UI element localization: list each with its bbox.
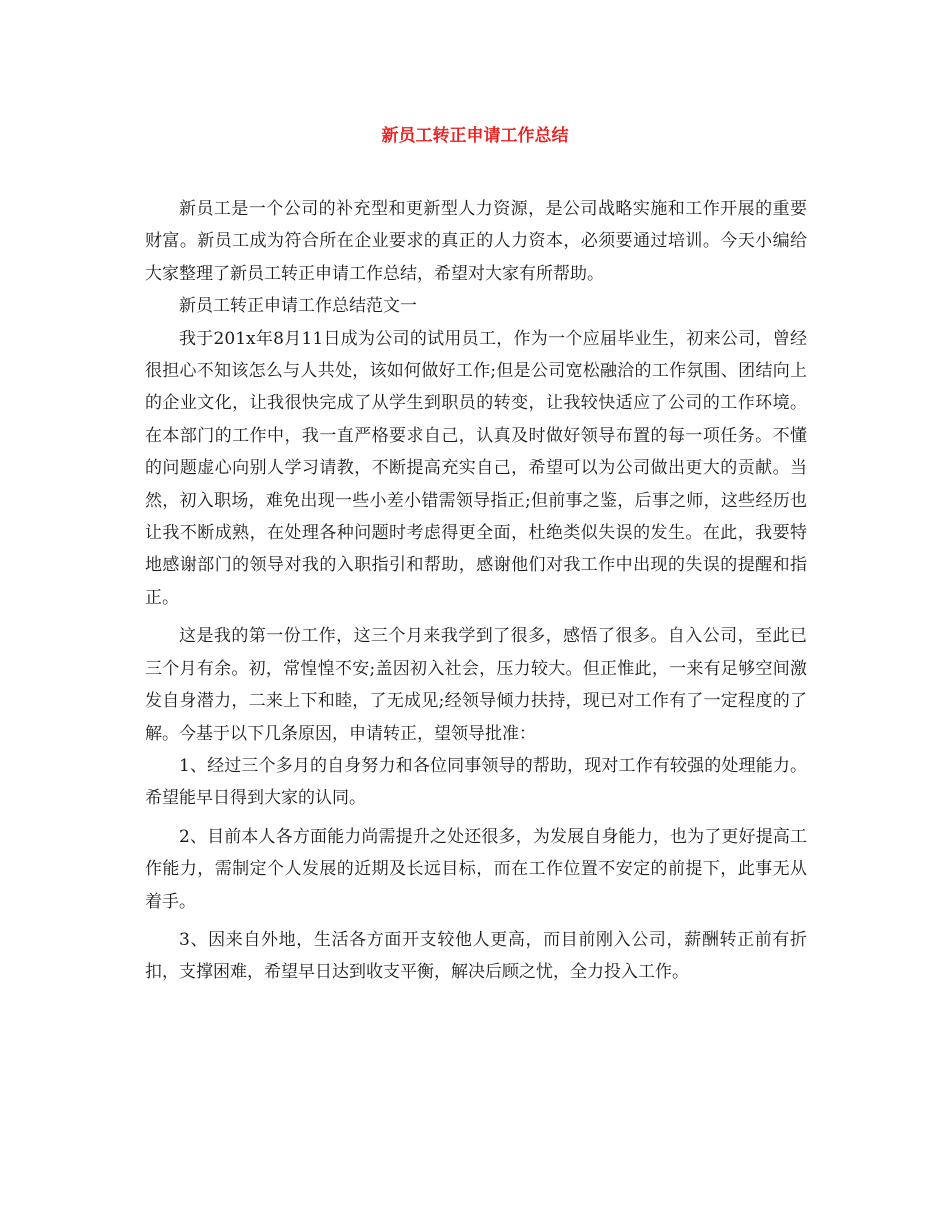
section-heading: 新员工转正申请工作总结范文一 — [179, 296, 417, 317]
body-paragraph: 我于201x年8月11日成为公司的试用员工，作为一个应届毕业生，初来公司，曾经很担心不知该怎么与人共处，该如何做好工作;但是公司宽松融洽的工作氛围、团结向上的企业文化，让我很快完成了从学生到职员的转变，让我较快适应了公司的工作环境。在本部门的工作中，我一直严格要求自己，认真及时做好领导布置的每一项任务。不懂的问题虚心向别人学习请教，不断提高充实自己，希望可以为公司做出更大的贡献。当然，初入职场，难免出现一些小差小错需领导指正;但前事之鉴，后事之师，这些经历也让我不断成熟，在处理各种问题时考虑得更全面，杜绝类似失误的发生。在此，我要特地感谢部门的领导对我的入职指引和帮助，感谢他们对我工作中出现的失误的提醒和指正。 — [145, 328, 807, 608]
body-paragraph: 这是我的第一份工作，这三个月来我学到了很多，感悟了很多。自入公司，至此已三个月有余。初，常惶惶不安;盖因初入社会，压力较大。但正惟此，一来有足够空间激发自身潜力，二来上下和睦，了无成见;经领导倾力扶持，现已对工作有了一定程度的了解。今基于以下几条原因，申请转正，望领导批准： — [145, 626, 807, 744]
list-item: 1、经过三个多月的自身努力和各位同事领导的帮助，现对工作有较强的处理能力。希望能早日得到大家的认同。 — [145, 755, 807, 809]
list-item: 2、目前本人各方面能力尚需提升之处还很多，为发展自身能力，也为了更好提高工作能力，需制定个人发展的近期及长远目标，而在工作位置不安定的前提下，此事无从着手。 — [145, 826, 807, 912]
intro-paragraph: 新员工是一个公司的补充型和更新型人力资源，是公司战略实施和工作开展的重要财富。新员工成为符合所在企业要求的真正的人力资本，必须要通过培训。今天小编给大家整理了新员工转正申请工作总结，希望对大家有所帮助。 — [145, 199, 807, 284]
document-body — [145, 193, 807, 989]
list-item: 3、因来自外地，生活各方面开支较他人更高，而目前刚入公司，薪酬转正前有折扣，支撑困难，希望早日达到收支平衡，解决后顾之忧，全力投入工作。 — [145, 929, 807, 983]
document-title: 新员工转正申请工作总结 — [381, 126, 569, 146]
